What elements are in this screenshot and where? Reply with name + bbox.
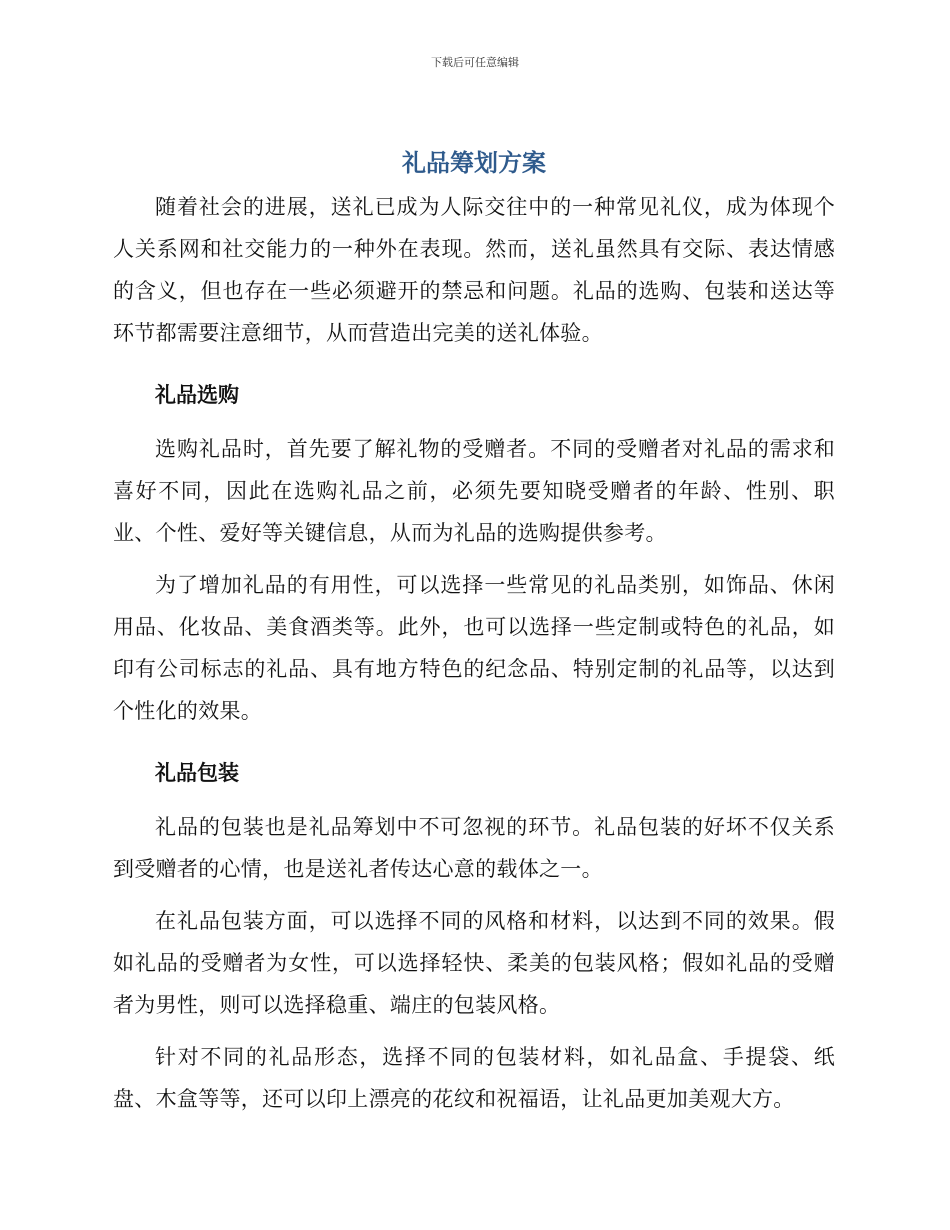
document-body [113,146,835,1120]
paragraph: 在礼品包装方面，可以选择不同的风格和材料，以达到不同的效果。假如礼品的受赠者为女性，可以选择轻快、柔美的包装风格；假如礼品的受赠者为男性，则可以选择稳重、端庄的包装风格。 [113,909,835,1017]
paragraph: 为了增加礼品的有用性，可以选择一些常见的礼品类别，如饰品、休闲用品、化妆品、美食酒类等。此外，也可以选择一些定制或特色的礼品，如印有公司标志的礼品、具有地方特色的纪念品、特别定制的礼品等，以达到个性化的效果。 [113,573,835,723]
intro-paragraph: 随着社会的进展，送礼已成为人际交往中的一种常见礼仪，成为体现个人关系网和社交能力的一种外在表现。然而，送礼虽然具有交际、表达情感的含义，但也存在一些必须避开的禁忌和问题。礼品的选购、包装和送达等环节都需要注意细节，从而营造出完美的送礼体验。 [113,195,835,345]
paragraph: 礼品的包装也是礼品筹划中不可忽视的环节。礼品包装的好坏不仅关系到受赠者的心情，也是送礼者传达心意的载体之一。 [113,815,835,881]
section-heading-gift-packaging: 礼品包装 [155,761,239,785]
header-note: 下载后可任意编辑 [431,56,519,69]
section-heading-gift-selection: 礼品选购 [155,383,239,407]
paragraph: 选购礼品时，首先要了解礼物的受赠者。不同的受赠者对礼品的需求和喜好不同，因此在选购礼品之前，必须先要知晓受赠者的年龄、性别、职业、个性、爱好等关键信息，从而为礼品的选购提供参考。 [113,437,835,545]
document-title: 礼品筹划方案 [402,149,546,177]
paragraph: 针对不同的礼品形态，选择不同的包装材料，如礼品盒、手提袋、纸盘、木盒等等，还可以印上漂亮的花纹和祝福语，让礼品更加美观大方。 [113,1045,835,1111]
